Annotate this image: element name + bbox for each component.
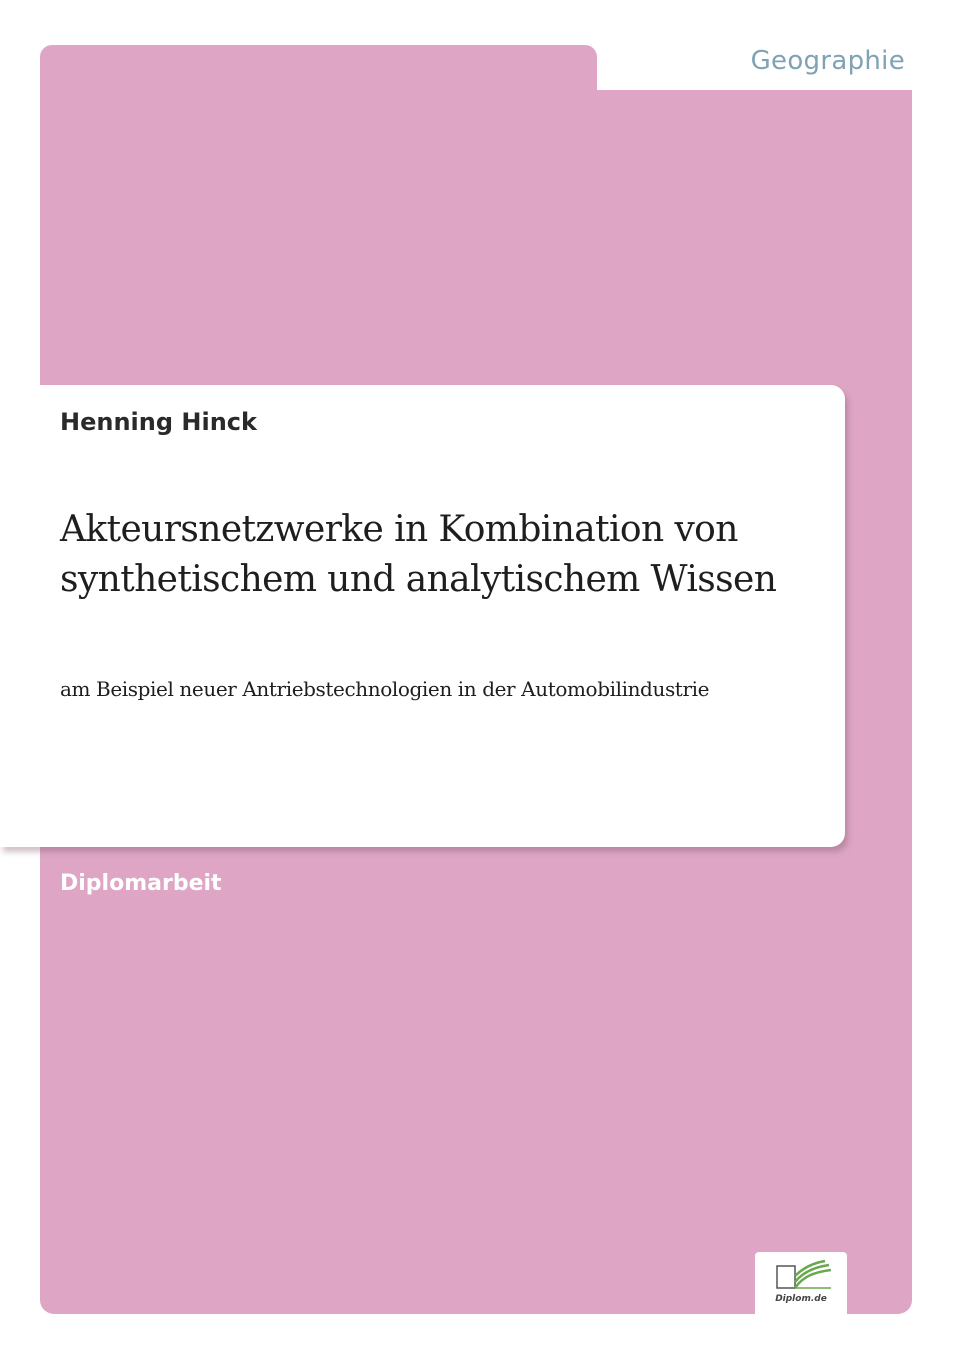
book-logo-icon [765,1258,837,1294]
publisher-logo-text: Diplom.de [775,1294,827,1304]
title-panel [0,385,845,847]
document-type: Diplomarbeit [60,871,222,896]
publisher-logo [755,1252,847,1314]
category-label: Geographie [750,46,905,76]
book-subtitle: am Beispiel neuer Antriebstechnologien in der Automobilindustrie [60,677,710,701]
book-title: Akteursnetzwerke in Kombination von synthetischem und analytischem Wissen [60,509,777,600]
author-name: Henning Hinck [60,408,257,436]
